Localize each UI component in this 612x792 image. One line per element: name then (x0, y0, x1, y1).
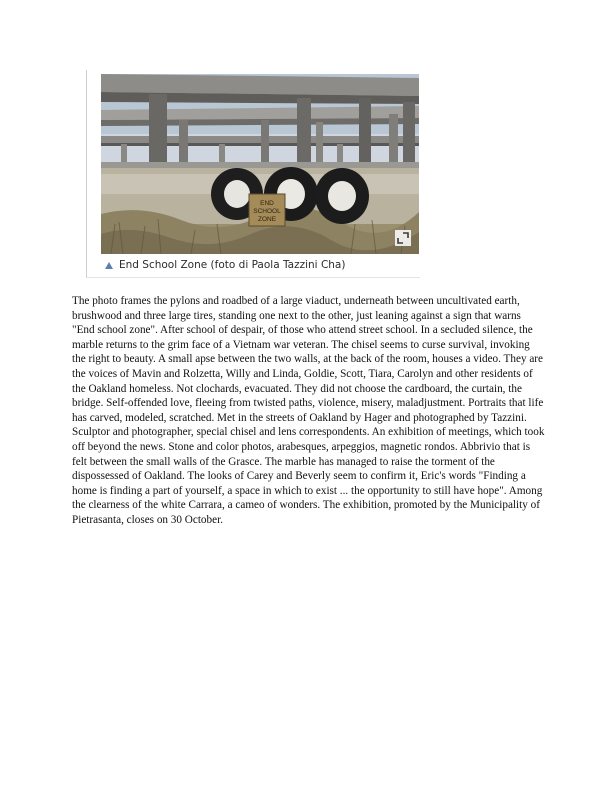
article-paragraph: The photo frames the pylons and roadbed of a large viaduct, underneath between uncultivated earth, brushwood and three large tires, standing one next to the other, just leaning against a sign that warns "End school zone". After school of despair, of those who attend street school. In a secluded silence, the marble returns to the grim face of a Vietnam war veteran. The chisel seems to curse survival, invoking the right to beauty. A small apse between the two walls, at the back of the room, houses a video. They are the voices of Mavin and Rolzetta, Willy and Linda, Goldie, Scott, Tiara, Carolyn and other residents of the Oakland homeless. Not clochards, evacuated. They did not choose the cardboard, the curtain, the bridge. Self-offended love, fleeing from twisted paths, violence, misery, maladjustment. Portraits that life has carved, modeled, scratched. Met in the streets of Oakland by Hager and photographed by Tazzini. Sculptor and photographer, special chisel and lens correspondents. An exhibition of meetings, which took off beyond the news. Stone and color photos, arabesques, arpeggios, magnetic rondos. Abbrivio that is felt between the small walls of the Grasce. The marble has managed to raise the torment of the dispossessed of Oakland. The looks of Carey and Beverly seem to confirm it, Eric's words "Finding a home is finding a part of yourself, a space in which to exist ... the opportunity to still have hope". Among the clearness of the white Carrara, a cameo of wonders. The exhibition, promoted by the Municipality of Pietrasanta, closes on 30 October. (72, 295, 545, 526)
viaduct-photo (101, 74, 419, 254)
expand-icon[interactable] (395, 230, 411, 246)
caption-triangle-icon (105, 262, 113, 269)
photo-caption (105, 258, 345, 272)
photo-figure (86, 70, 420, 278)
svg-text:SCHOOL: SCHOOL (253, 208, 281, 215)
svg-text:ZONE: ZONE (257, 216, 277, 223)
caption-text: End School Zone (foto di Paola Tazzini Cha) (119, 259, 346, 271)
svg-text:END: END (260, 200, 274, 207)
